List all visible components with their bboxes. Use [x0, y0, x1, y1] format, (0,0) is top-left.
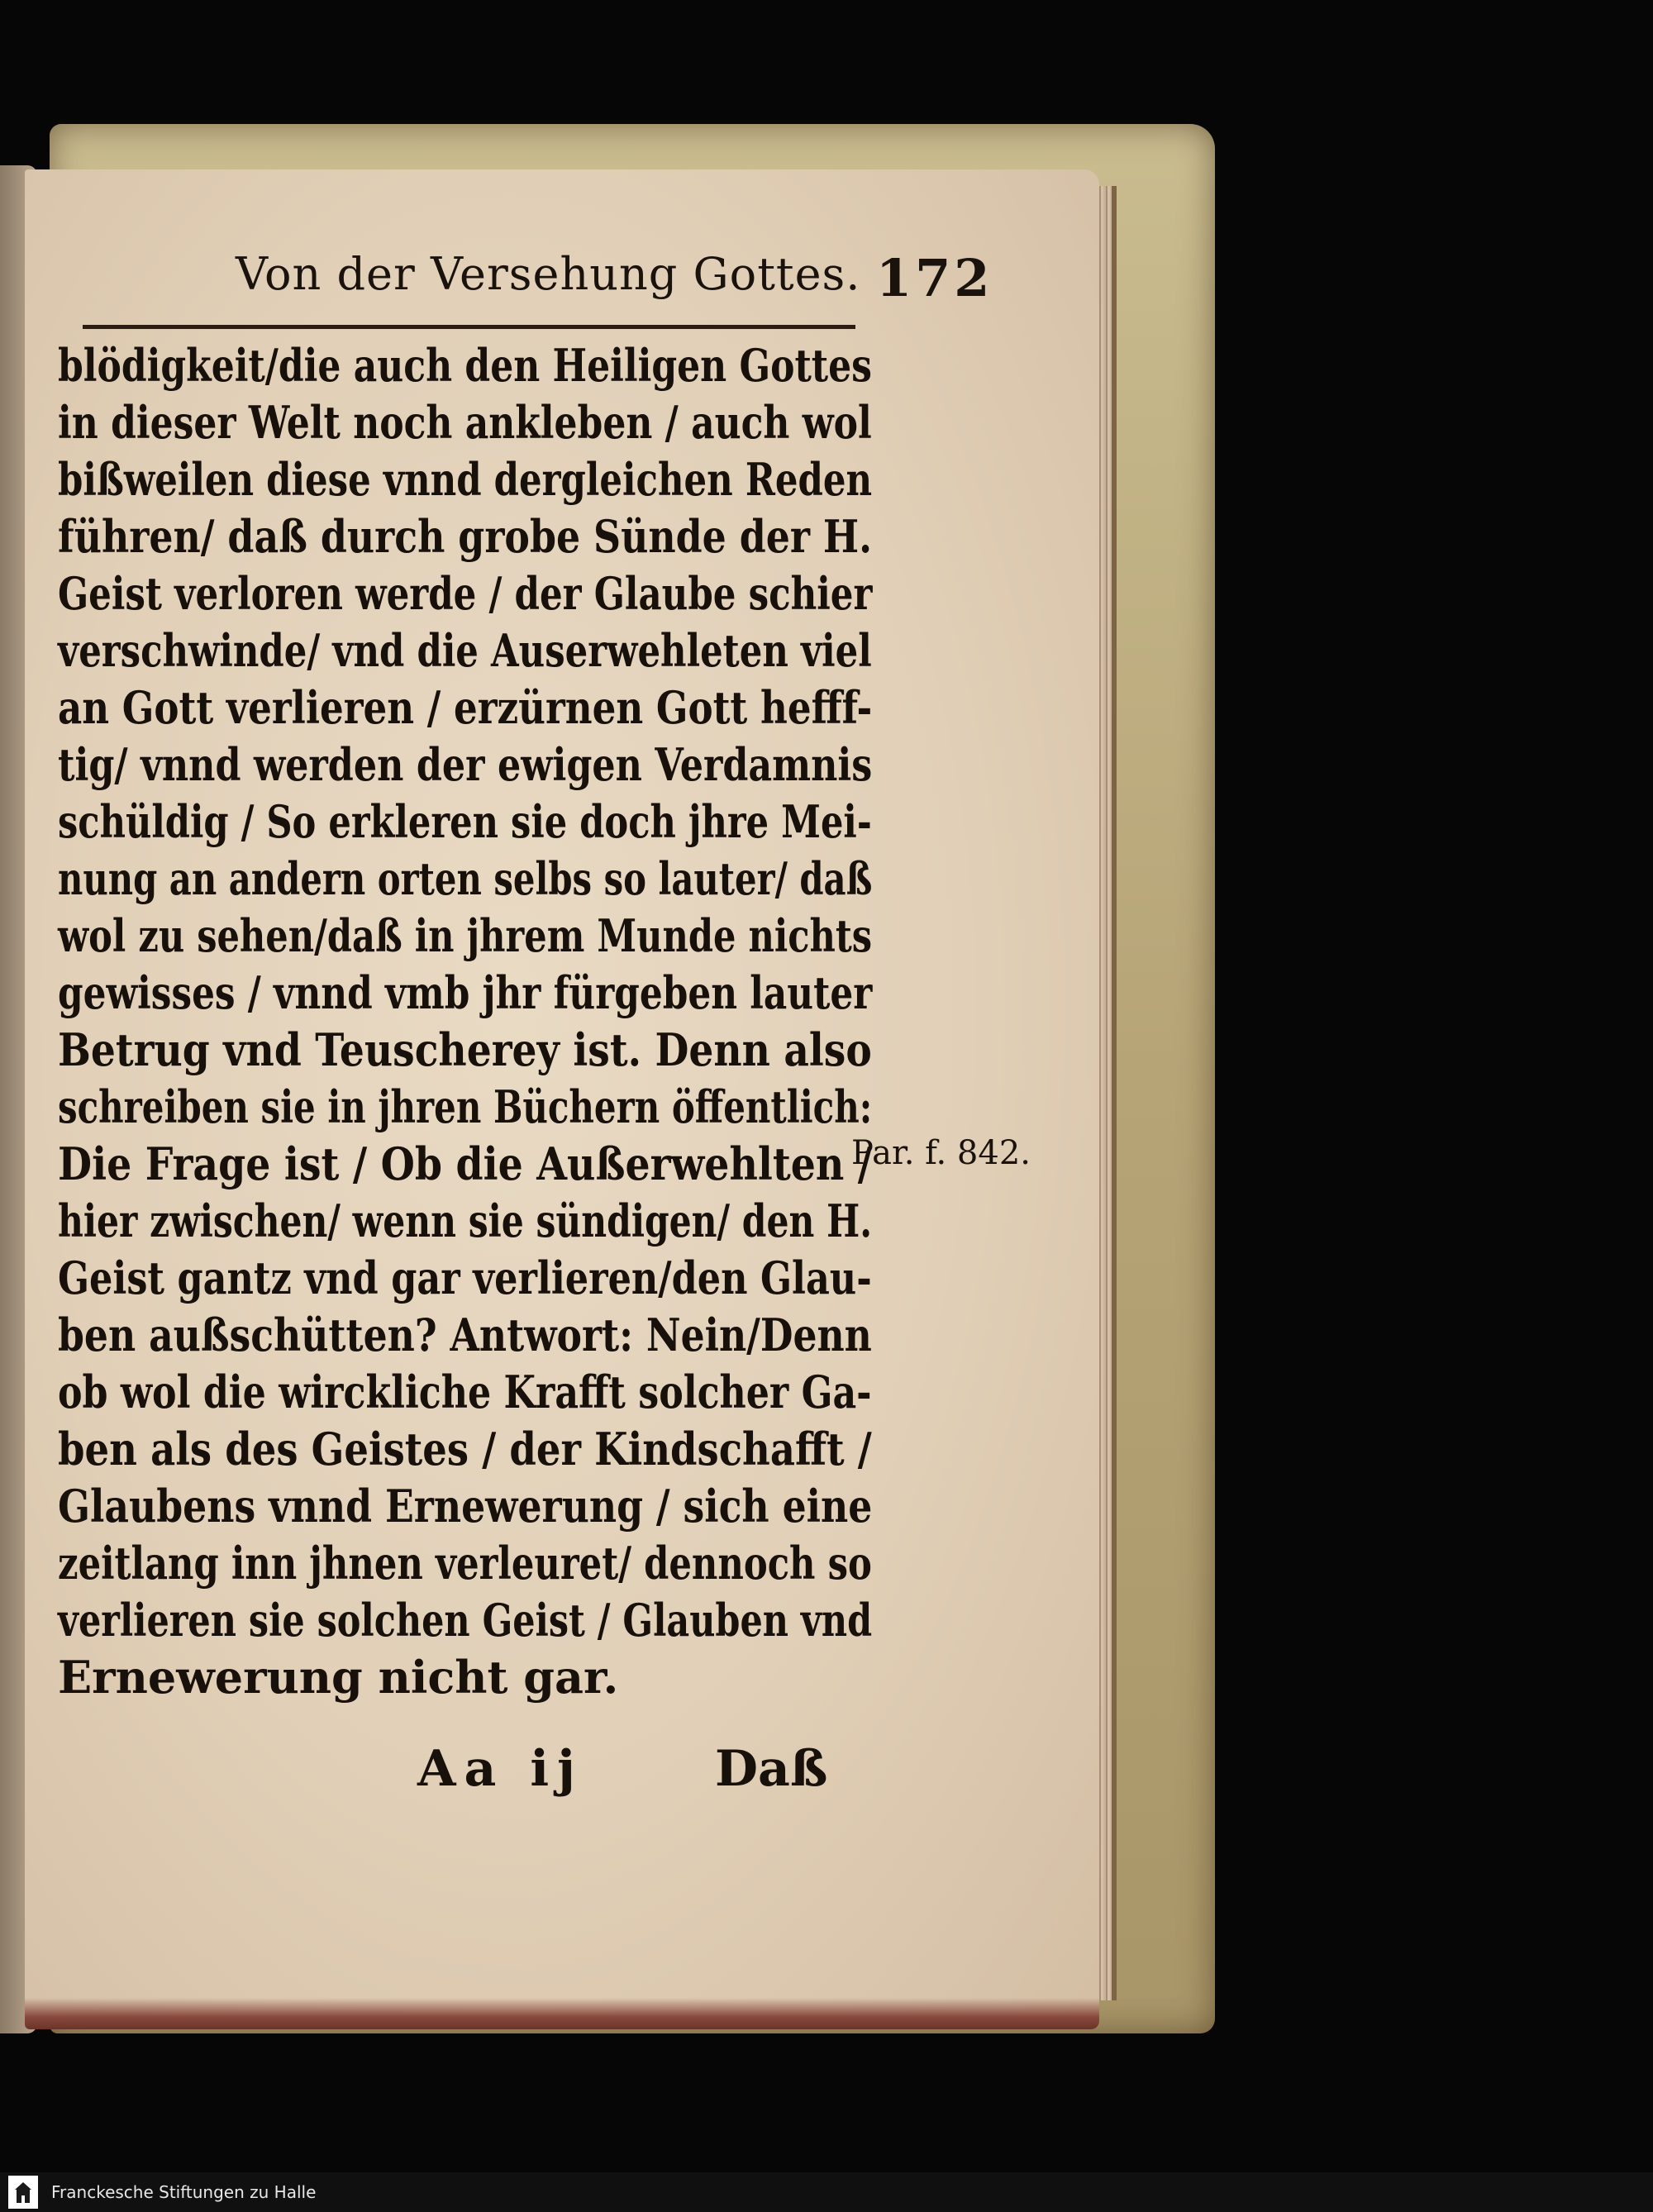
text-line: zeitlang inn jhnen verleuret/ dennoch so [58, 1537, 872, 1590]
catchword: Daß [715, 1740, 828, 1798]
footer-bar [0, 2172, 1653, 2212]
text-line: ben außschütten? Antwort: Nein/Denn [58, 1309, 872, 1361]
body-text [58, 337, 872, 1706]
text-line: ben als des Geistes / der Kindschafft / [58, 1423, 872, 1475]
text-line: verschwinde/ vnd die Auserwehleten viel [58, 624, 872, 677]
text-line: Die Frage ist / Ob die Außerwehlten / [58, 1137, 873, 1190]
text-line: Geist gantz vnd gar verlieren/den Glau- [58, 1251, 872, 1304]
marginal-note: Par. f. 842. [851, 1134, 1031, 1172]
text-line: an Gott verlieren / erzürnen Gott hefff- [58, 681, 873, 734]
text-line: tig/ vnnd werden der ewigen Verdamnis [58, 738, 873, 791]
signature-mark: Aa ij [417, 1740, 584, 1798]
header-rule [83, 325, 855, 329]
text-line: schüldig / So erkleren sie doch jhre Mei- [58, 795, 872, 848]
text-line: Geist verloren werde / der Glaube schier [58, 567, 873, 620]
text-line: verlieren sie solchen Geist / Glauben vnd [58, 1594, 873, 1647]
text-line: blödigkeit/die auch den Heiligen Gottes [58, 339, 872, 392]
footer-institution: Franckesche Stiftungen zu Halle [51, 2182, 317, 2202]
page-number: 172 [876, 248, 993, 308]
text-line: wol zu sehen/daß in jhrem Munde nichts [58, 909, 873, 962]
text-line: Ernewerung nicht gar. [58, 1651, 619, 1704]
text-line: hier zwischen/ wenn sie sündigen/ den H. [58, 1194, 873, 1247]
text-line: schreiben sie in jhren Büchern öffentlich: [58, 1080, 873, 1133]
text-line: nung an andern orten selbs so lauter/ daß [58, 852, 873, 905]
text-line: ob wol die wirckliche Krafft solcher Ga- [58, 1366, 872, 1418]
text-line: bißweilen diese vnnd dergleichen Reden [58, 453, 873, 506]
text-line: Glaubens vnnd Ernewerung / sich eine [58, 1480, 873, 1533]
text-line: führen/ daß durch grobe Sünde der H. [58, 510, 873, 563]
text-line: gewisses / vnnd vmb jhr fürgeben lauter [58, 966, 873, 1019]
text-line: in dieser Welt noch ankleben / auch wol [58, 396, 872, 449]
institution-logo-icon [8, 2176, 38, 2209]
text-line: Betrug vnd Teuscherey ist. Denn also [58, 1023, 872, 1076]
running-head: Von der Versehung Gottes. [236, 248, 861, 300]
